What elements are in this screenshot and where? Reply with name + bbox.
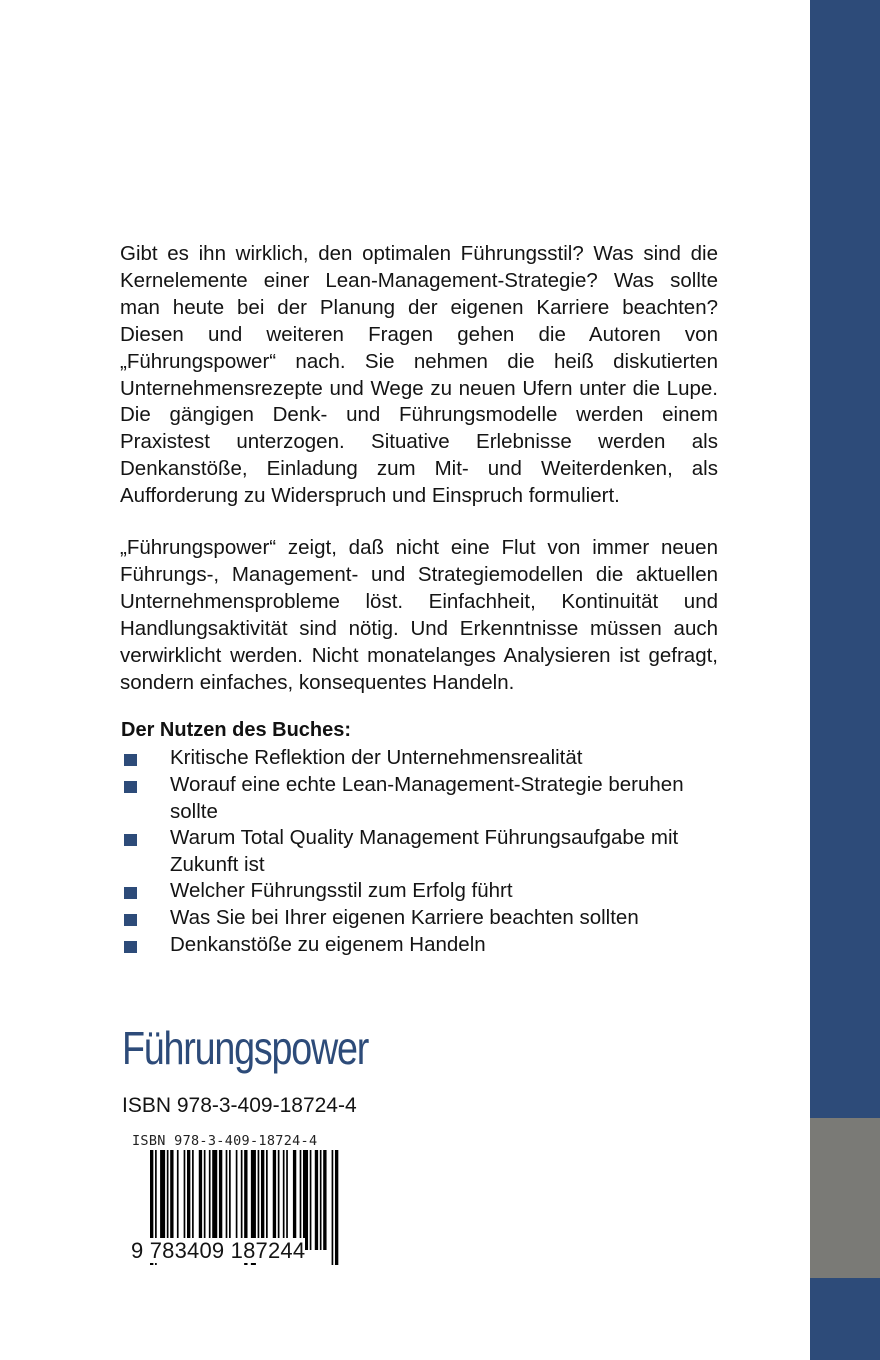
benefit-item	[122, 932, 722, 959]
barcode-bar	[261, 1150, 264, 1250]
barcode-bar	[258, 1150, 260, 1250]
square-bullet-icon	[124, 754, 137, 766]
barcode-bar	[273, 1150, 276, 1250]
barcode-bar	[170, 1150, 173, 1250]
barcode-bar	[167, 1150, 169, 1250]
barcode-bar	[199, 1150, 202, 1250]
barcode-bar	[266, 1150, 268, 1250]
benefit-item	[122, 772, 722, 825]
barcode-bar	[184, 1150, 186, 1250]
barcode-bar	[315, 1150, 318, 1250]
barcode-bar	[310, 1150, 312, 1250]
barcode-bar	[320, 1150, 322, 1250]
description-paragraph-1: Gibt es ihn wirklich, den optimalen Führungsstil? Was sind die Kernelemente einer Lean-Management-Strategie? Was sollte man heute bei der Planung der eigenen Karriere beachten? Diesen und weiteren Fragen gehen die Autoren von „Führungspower“ nach. Sie nehmen die heiß diskutierten Unternehmensrezepte und Wege zu neuen Ufern unter die Lupe. Die gängigen Denk- und Führungsmodelle werden einem Praxistest unterzogen. Situative Erlebnisse werden als Denkanstöße, Einladung zum Mit- und Weiterdenken, als Aufforderung zu Widerspruch und Einspruch formuliert.	[120, 242, 718, 508]
barcode-digits	[131, 1238, 305, 1264]
barcode-bar	[286, 1150, 288, 1250]
benefit-item	[122, 825, 722, 878]
benefit-text: Worauf eine echte Lean-Management-Strategie beruhen sollte	[170, 773, 684, 823]
barcode-bar	[278, 1150, 280, 1250]
square-bullet-icon	[124, 914, 137, 926]
square-bullet-icon	[124, 887, 137, 899]
barcode-bar	[323, 1150, 326, 1250]
barcode-bar	[229, 1150, 231, 1250]
spine-stripe-grey	[810, 1118, 880, 1278]
benefit-text: Was Sie bei Ihrer eigenen Karriere beachten sollten	[170, 906, 639, 929]
barcode-bar	[160, 1150, 165, 1250]
barcode-digits-text: 9 783409 187244	[131, 1238, 306, 1263]
isbn-label: ISBN 978-3-409-18724-4	[122, 1094, 357, 1117]
barcode-bar	[300, 1150, 302, 1250]
benefit-text: Warum Total Quality Management Führungsaufgabe mit Zukunft ist	[170, 826, 679, 876]
barcode-bar	[219, 1150, 222, 1250]
square-bullet-icon	[124, 941, 137, 953]
benefit-text: Welcher Führungsstil zum Erfolg führt	[170, 879, 513, 902]
barcode-bar	[335, 1150, 338, 1265]
barcode-bar	[192, 1150, 194, 1250]
barcode-bar	[303, 1150, 308, 1250]
barcode-bar	[177, 1150, 179, 1250]
barcode-bar	[209, 1150, 211, 1250]
square-bullet-icon	[124, 781, 137, 793]
barcode-bar	[332, 1150, 334, 1265]
benefit-item	[122, 878, 722, 905]
barcode-bar	[241, 1150, 243, 1250]
benefit-item	[122, 745, 722, 772]
barcode-bar	[226, 1150, 228, 1250]
benefits-heading: Der Nutzen des Buches:	[121, 719, 352, 741]
benefit-text: Kritische Reflektion der Unternehmensrealität	[170, 746, 583, 769]
barcode-bar	[204, 1150, 206, 1250]
barcode-isbn-label: ISBN 978-3-409-18724-4	[132, 1133, 318, 1149]
barcode-bar	[212, 1150, 217, 1250]
barcode-bar	[293, 1150, 296, 1250]
barcode-bar	[187, 1150, 190, 1250]
barcode-bar	[236, 1150, 238, 1250]
book-title: Führungspower	[122, 1022, 369, 1074]
benefit-item	[122, 905, 722, 932]
square-bullet-icon	[124, 834, 137, 846]
barcode-bar	[283, 1150, 285, 1250]
description-paragraph-2: „Führungspower“ zeigt, daß nicht eine Flut von immer neuen Führungs-, Management- und Strategiemodellen die aktuellen Unternehmensprobleme löst. Einfachheit, Kontinuität und Handlungsaktivität sind nötig. Und Erkenntnisse müssen auch verwirklicht werden. Nicht monatelanges Analysieren ist gefragt, sondern einfaches, konsequentes Handeln.	[120, 536, 718, 694]
benefit-text: Denkanstöße zu eigenem Handeln	[170, 933, 486, 956]
benefits-list	[122, 745, 722, 959]
